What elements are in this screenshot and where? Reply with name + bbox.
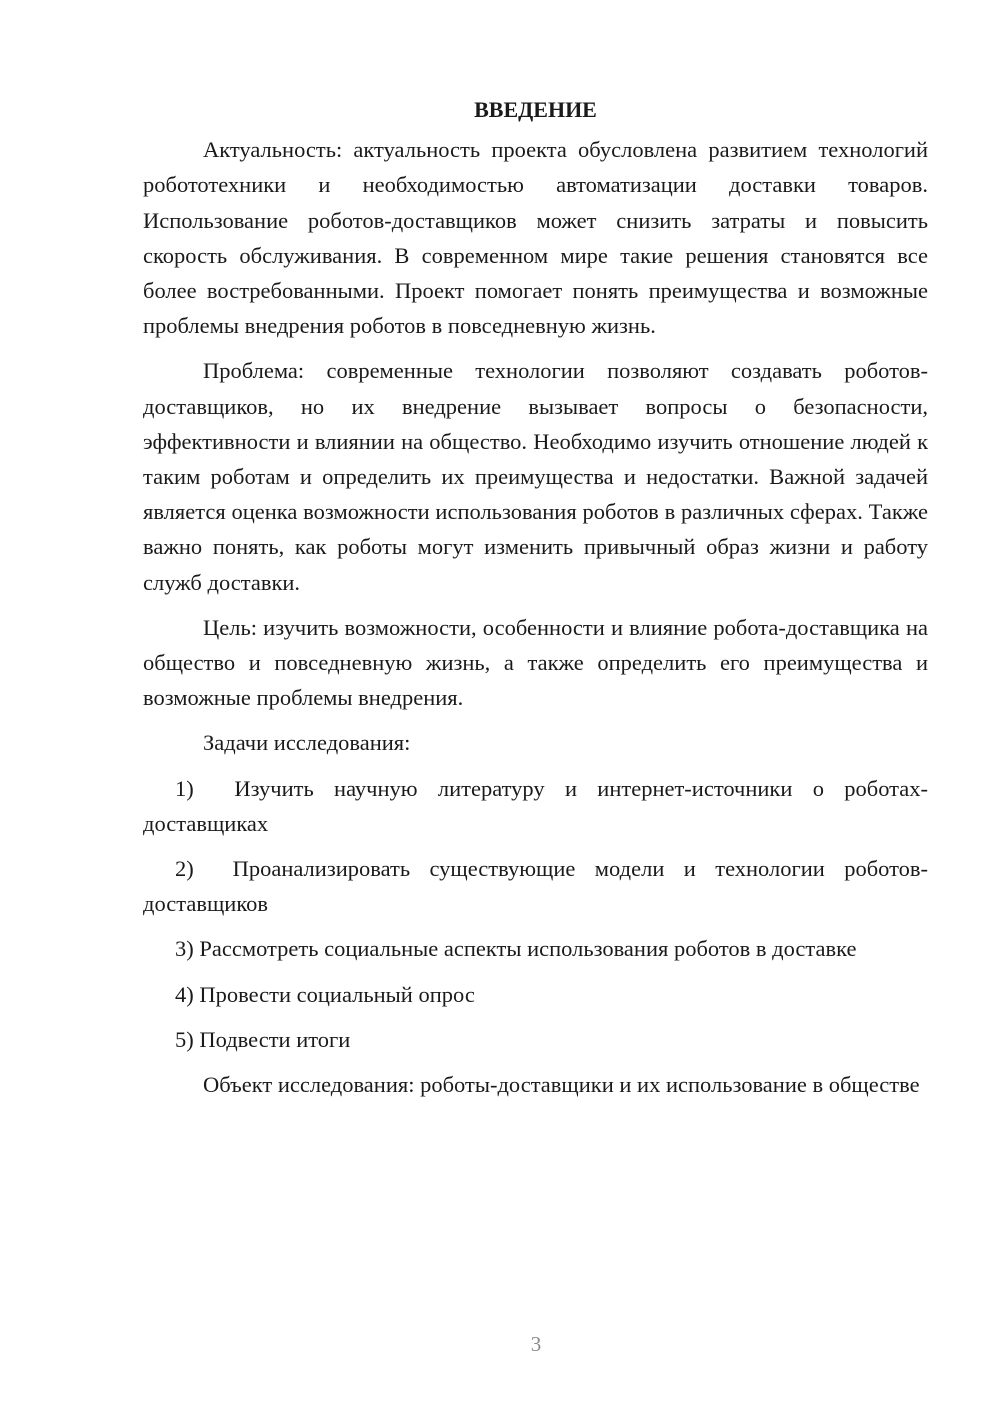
task-item [143,851,928,921]
task-text: Изучить научную литературу и интернет-источники о роботах-доставщиках [143,775,928,836]
task-number: 5) [175,1026,194,1052]
page-content [143,92,928,1112]
task-item [143,977,928,1012]
goal-paragraph: Цель: изучить возможности, особенности и влияние робота-доставщика на общество и повседневную жизнь, а также определить его преимущества и возможные проблемы внедрения. [143,614,928,711]
task-item [143,931,928,966]
task-text: Провести социальный опрос [199,981,475,1007]
task-text: Проанализировать существующие модели и технологии роботов-доставщиков [143,856,929,917]
task-item [143,1022,928,1057]
task-number: 4) [175,981,194,1007]
section-heading: ВВЕДЕНИЕ [474,97,597,122]
object-paragraph: Объект исследования: роботы-доставщики и их использование в обществе [203,1072,920,1098]
task-item [143,771,928,841]
relevance-paragraph: Актуальность: актуальность проекта обусловлена развитием технологий робототехники и необходимостью автоматизации доставки товаров. Использование роботов-доставщиков может снизить затраты и повысить скорость обслуживания. В современном мире такие решения становятся все более востребованными. Проект помогает понять преимущества и возможные проблемы внедрения роботов в повседневную жизнь. [143,137,928,339]
task-text: Рассмотреть социальные аспекты использования роботов в доставке [199,936,857,962]
task-text: Подвести итоги [199,1026,351,1052]
task-number: 2) [175,856,194,882]
problem-paragraph: Проблема: современные технологии позволяют создавать роботов-доставщиков, но их внедрение вызывает вопросы о безопасности, эффективности и влиянии на общество. Необходимо изучить отношение людей к таким роботам и определить их преимущества и недостатки. Важной задачей является оценка возможности использования роботов в различных сферах. Также важно понять, как роботы могут изменить привычный образ жизни и работу служб доставки. [143,358,928,595]
tasks-title: Задачи исследования: [203,730,411,756]
task-number: 1) [175,775,194,801]
page-number: 3 [530,1332,542,1356]
task-number: 3) [175,936,194,962]
